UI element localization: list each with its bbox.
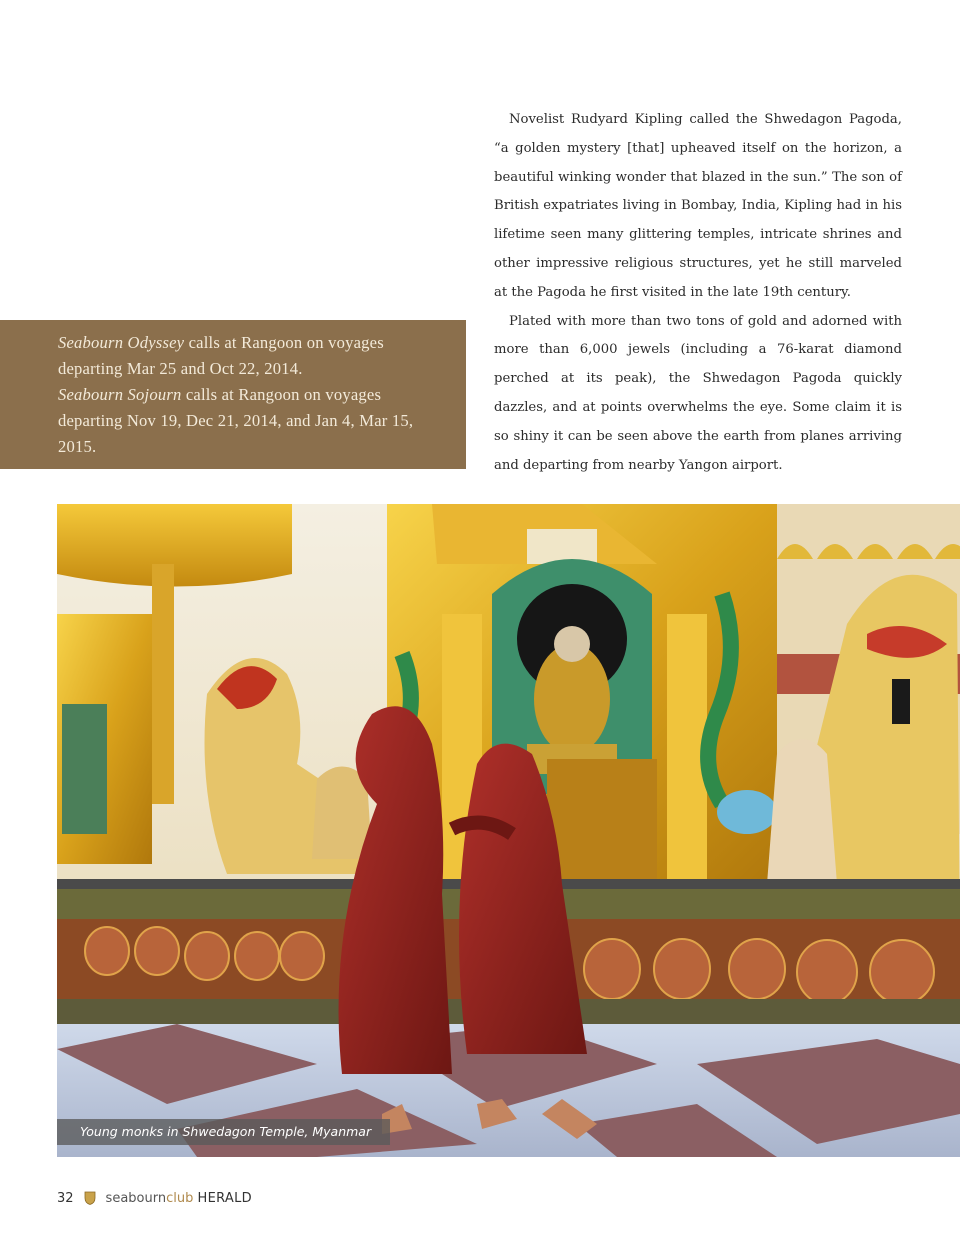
page-footer: [57, 1188, 252, 1208]
ship-name-sojourn: Seabourn Sojourn: [58, 385, 182, 404]
temple-photo: [57, 504, 960, 1157]
brand-club: club: [166, 1190, 194, 1206]
shield-icon: [84, 1191, 96, 1205]
photo-caption: Young monks in Shwedagon Temple, Myanmar: [57, 1119, 390, 1145]
brand-seabourn: seabourn: [105, 1190, 167, 1206]
ship-name-odyssey: Seabourn Odyssey: [58, 333, 185, 352]
brand-herald: HERALD: [197, 1190, 252, 1206]
article-body: [494, 106, 902, 480]
callout-line-sojourn: [58, 382, 436, 460]
callout-text-odyssey: calls at Rangoon on voyages departing Mar 25 and Oct 22, 2014.: [58, 333, 384, 378]
callout-text-sojourn: calls at Rangoon on voyages departing Nov 19, Dec 21, 2014, and Jan 4, Mar 15, 2015.: [58, 385, 414, 456]
article-paragraph-1: Novelist Rudyard Kipling called the Shwedagon Pagoda, “a golden mystery [that] upheaved itself on the horizon, a beautiful winking wonder that blazed in the sun.” The son of British expatriates living in Bombay, India, Kipling had in his lifetime seen many glittering temples, intricate shrines and other impressive religious structures, yet he still marveled at the Pagoda he first visited in the late 19th century.: [494, 112, 902, 300]
callout-line-odyssey: [58, 330, 436, 382]
page-number: 32: [57, 1190, 74, 1206]
publication-brand: [106, 1191, 252, 1206]
voyage-callout-box: [0, 320, 466, 469]
article-paragraph-2: Plated with more than two tons of gold and adorned with more than 6,000 jewels (including a 76-karat diamond perched at its peak), the Shwedagon Pagoda quickly dazzles, and at points overwhelms the eye. Some claim it is so shiny it can be seen above the earth from planes arriving and departing from nearby Yangon airport.: [494, 313, 902, 473]
temple-photo-illustration: [57, 504, 960, 1157]
